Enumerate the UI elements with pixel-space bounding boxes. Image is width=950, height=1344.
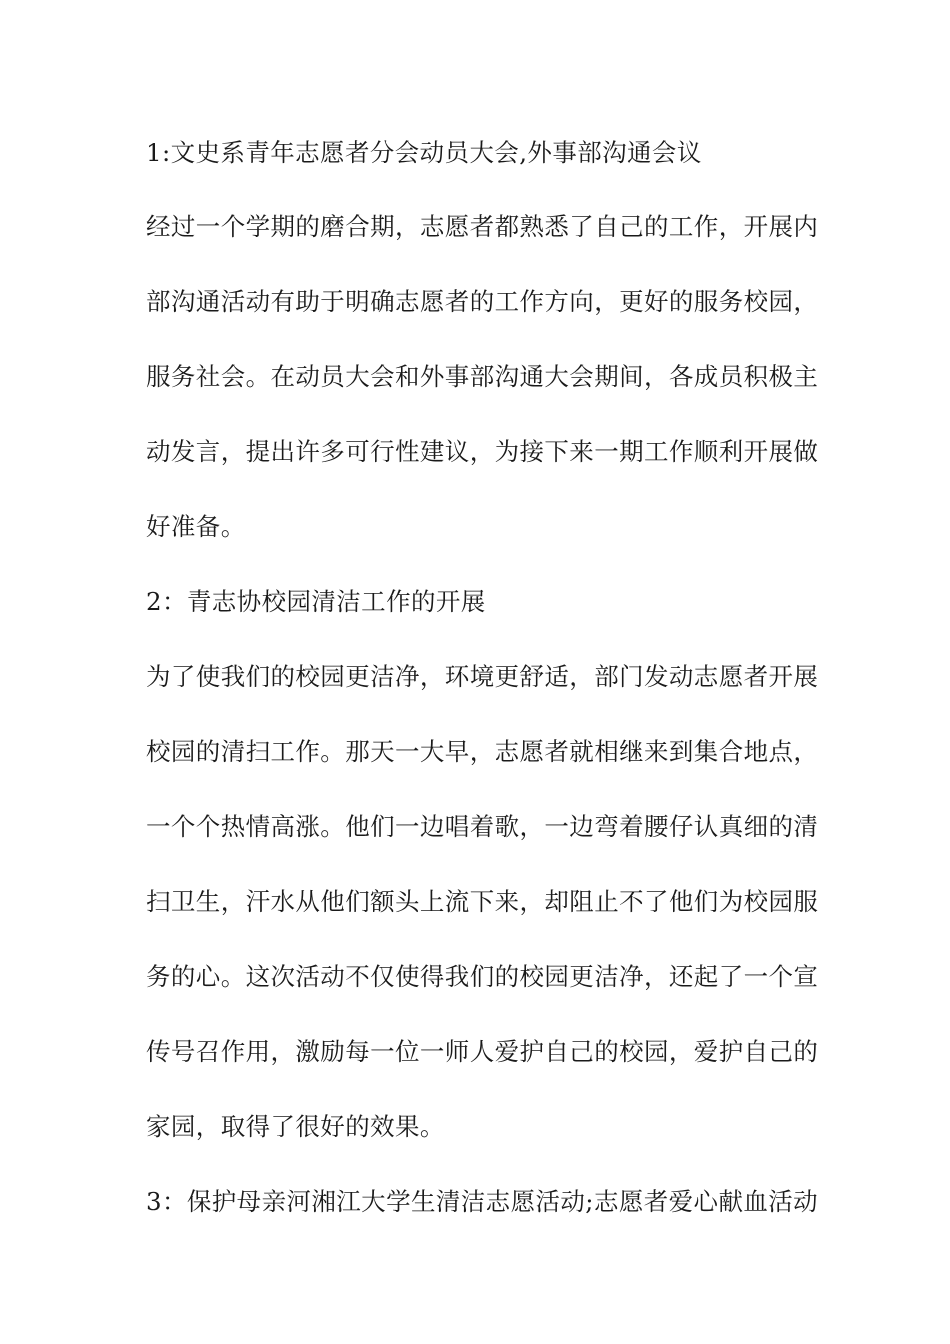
section-1-line-3: 服务社会。在动员大会和外事部沟通大会期间，各成员积极主 (146, 362, 819, 391)
section-1-line-2: 部沟通活动有助于明确志愿者的工作方向，更好的服务校园， (146, 287, 819, 316)
section-2-line-2: 校园的清扫工作。那天一大早，志愿者就相继来到集合地点， (146, 737, 819, 766)
section-2-line-7: 家园，取得了很好的效果。 (146, 1112, 445, 1141)
section-2-line-6: 传号召作用，激励每一位一师人爱护自己的校园，爱护自己的 (146, 1037, 819, 1066)
section-1-line-1: 经过一个学期的磨合期，志愿者都熟悉了自己的工作，开展内 (146, 212, 819, 241)
section-1-heading: 1:文史系青年志愿者分会动员大会,外事部沟通会议 (146, 138, 702, 167)
section-2-line-3: 一个个热情高涨。他们一边唱着歌，一边弯着腰仔认真细的清 (146, 812, 819, 841)
section-2-line-4: 扫卫生，汗水从他们额头上流下来，却阻止不了他们为校园服 (146, 887, 819, 916)
section-2-line-5: 务的心。这次活动不仅使得我们的校园更洁净，还起了一个宣 (146, 962, 819, 991)
section-2-heading: 2：青志协校园清洁工作的开展 (146, 587, 486, 616)
section-3-heading: 3：保护母亲河湘江大学生清洁志愿活动;志愿者爱心献血活动 (146, 1187, 819, 1216)
section-1-line-4: 动发言，提出许多可行性建议，为接下来一期工作顺利开展做 (146, 437, 819, 466)
section-2-line-1: 为了使我们的校园更洁净，环境更舒适，部门发动志愿者开展 (146, 662, 819, 691)
section-1-line-5: 好准备。 (146, 512, 246, 541)
